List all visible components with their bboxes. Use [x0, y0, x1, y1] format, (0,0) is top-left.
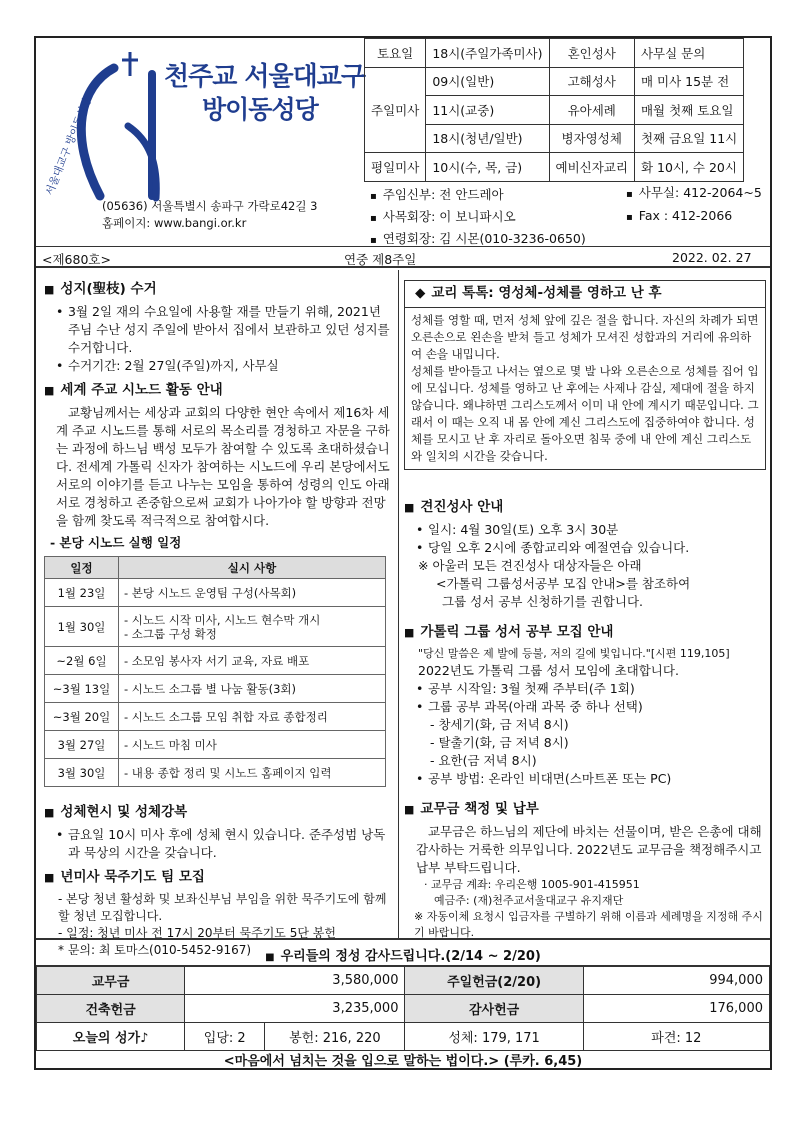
- list-item: • 그룹 공부 과목(아래 과목 중 하나 선택): [416, 698, 766, 716]
- tithe-paragraph: 교무금은 하느님의 제단에 바치는 선물이며, 받은 은총에 대해 감사하는 거룩한 의무입니다. 2022년도 교무금을 책정해주시고 납부 부탁드립니다.: [416, 824, 762, 875]
- sched-label: 주일미사: [365, 67, 426, 153]
- homepage-line: 홈페이지: www.bangi.or.kr: [102, 216, 247, 230]
- sched-label: 평일미사: [365, 153, 426, 182]
- confirm-note: <가톨릭 그룹성서공부 모집 안내>를 참조하여: [436, 576, 691, 591]
- table-row: [45, 731, 386, 759]
- right-column: [404, 274, 766, 941]
- staff-council: ▪ 사목회장: 이 보니파시오: [370, 207, 586, 229]
- table-cell: ~2월 6일: [45, 647, 119, 675]
- issue-number: <제680호>: [42, 252, 111, 267]
- tithe-account: · 교무금 계좌: 우리은행 1005-901-415951: [424, 878, 640, 891]
- logo-arc-text: 서울대교구 방이동성당: [43, 95, 95, 198]
- doctrine-paragraph: 성체를 받아들고 나서는 옆으로 몇 발 나와 오른손으로 성체를 집어 입에 모십니다. 성체를 영하고 난 후에는 사제나 감실, 제대에 절을 하지 않습니다. 왜냐하면 그리스도께서 이미 내 안에 계시기 때문입니다. 그래서 이 때는 오직 내 몸 안에 계신 그리스도에 집중하여야 합니다. 성체를 모시고 난 후 자리로 돌아오면 침묵 중에 내 안에 계신 그리스도와 일치의 시간을 갖습니다.: [411, 364, 759, 463]
- table-cell: 3월 27일: [45, 731, 119, 759]
- table-header: 일정: [45, 557, 119, 579]
- bible-list: [404, 680, 766, 716]
- offering-label: 감사헌금: [405, 995, 583, 1023]
- list-item: • 일시: 4월 30일(토) 오후 3시 30분: [416, 521, 766, 539]
- synod-subheading: - 본당 시노드 실행 일정: [50, 535, 182, 550]
- parish-address: [102, 198, 317, 232]
- list-item: • 3월 2일 재의 수요일에 사용할 재를 만들기 위해, 2021년 주님 수난 성지 주일에 받아서 집에서 보관하고 있던 성지를 수거합니다.: [56, 303, 394, 357]
- list-item: • 수거기간: 2월 27일(주일)까지, 사무실: [56, 357, 394, 375]
- sched-time: 사무실 문의: [634, 39, 743, 68]
- table-row: [45, 759, 386, 787]
- sched-label: 예비신자교리: [549, 153, 634, 182]
- synod-paragraph: 교황님께서는 세상과 교회의 다양한 현안 속에서 제16차 세계 주교 시노드를 통해 서로의 목소리를 경청하고 자문을 구하는 과정에 하느님 백성 모두가 참여할 수 있도록 초대하셨습니다. 전세계 가톨릭 신자가 참여하는 시노드에 우리 본당에서도 서로의 이야기를 듣고 나누는 모임을 통하여 성령의 인도 아래 서로 경청하고 존중함으로써 교회가 나아가야 할 방향과 전망을 함께 찾도록 적극적으로 참여합시다.: [56, 405, 390, 528]
- tithe-note: ※ 자동이체 요청시 입금자를 구별하기 위해 이름과 세례명을 지정해 주시기 바랍니다.: [414, 910, 763, 939]
- left-column: [44, 274, 394, 959]
- table-cell: ~3월 20일: [45, 703, 119, 731]
- issue-date: 2022. 02. 27: [672, 250, 752, 265]
- bible-subject: - 요한(금 저녁 8시): [430, 753, 537, 768]
- doctrine-heading: ◆ 교리 톡톡: 영성체-성체를 영하고 난 후: [405, 281, 765, 308]
- section-heading: ■ 견진성사 안내: [404, 498, 766, 517]
- bulletin-header: [36, 38, 770, 246]
- liturgical-week: 연중 제8주일: [344, 252, 417, 267]
- offering-value: 994,000: [583, 967, 769, 995]
- youth-item: * 문의: 최 토마스(010-5452-9167): [58, 943, 252, 957]
- sched-time: 10시(수, 목, 금): [426, 153, 549, 182]
- section-heading: ■ 가톨릭 그룹 성서 공부 모집 안내: [404, 623, 766, 642]
- parish-name: 방이동성당: [202, 95, 318, 124]
- office-fax: ▪ Fax : 412-2066: [626, 205, 762, 228]
- sched-label: 유아세례: [549, 96, 634, 125]
- sched-time: 매월 첫째 토요일: [634, 96, 743, 125]
- synod-table: [44, 556, 386, 787]
- thanks-heading: ■ 우리들의 정성 감사드립니다.(2/14 ~ 2/20): [36, 938, 770, 966]
- section-heading: ■ 교무금 책정 및 납부: [404, 800, 766, 819]
- sched-time: 화 10시, 수 20시: [634, 153, 743, 182]
- list-item: • 공부 시작일: 3월 첫째 주부터(주 1회): [416, 680, 766, 698]
- mass-schedule-table: [364, 38, 744, 182]
- office-phone: ▪ 사무실: 412-2064~5: [626, 182, 762, 205]
- staff-list: [370, 185, 586, 251]
- hymn-label: 오늘의 성가♪: [37, 1023, 185, 1051]
- table-row: [45, 607, 386, 647]
- table-cell: ~3월 13일: [45, 675, 119, 703]
- bible-quote: "당신 말씀은 제 발에 등불, 저의 길에 빛입니다."[시편 119,105]: [418, 647, 730, 660]
- table-cell: - 소모임 봉사자 서기 교육, 자료 배포: [119, 647, 386, 675]
- offering-label: 주일헌금(2/20): [405, 967, 583, 995]
- section-heading: ■ 년미사 묵주기도 팀 모집: [44, 868, 394, 887]
- sched-time: 18시(주일가족미사): [426, 39, 549, 68]
- confirmation-list: [404, 521, 766, 557]
- column-divider: [398, 270, 399, 938]
- tithe-holder: 예금주: (재)천주교서울대교구 유지재단: [434, 894, 624, 907]
- offering-label: 건축헌금: [37, 995, 185, 1023]
- hymn-communion: 성체: 179, 171: [405, 1023, 583, 1051]
- table-cell: 1월 23일: [45, 579, 119, 607]
- palm-list: [44, 303, 394, 375]
- hymn-offertory: 봉헌: 216, 220: [265, 1023, 405, 1051]
- list-item: • 금요일 10시 미사 후에 성체 현시 있습니다. 준주성범 낭독과 묵상의 시간을 갖습니다.: [56, 826, 394, 862]
- section-heading: ■ 세계 주교 시노드 활동 안내: [44, 381, 394, 400]
- offering-value: 176,000: [583, 995, 769, 1023]
- doctrine-box: [404, 280, 766, 470]
- youth-item: - 본당 청년 활성화 및 보좌신부님 부임을 위한 묵주기도에 함께할 청년 모집합니다.: [58, 892, 387, 923]
- table-cell: - 시노드 소그룹 모임 취합 자료 종합정리: [119, 703, 386, 731]
- sched-time: 18시(청년/일반): [426, 124, 549, 153]
- list-item: • 공부 방법: 온라인 비대면(스마트폰 또는 PC): [416, 770, 766, 788]
- sched-time: 첫째 금요일 11시: [634, 124, 743, 153]
- offering-value: 3,235,000: [185, 995, 405, 1023]
- parish-title: 천주교 서울대교구: [164, 62, 365, 92]
- staff-pastor: ▪ 주임신부: 전 안드레아: [370, 185, 586, 207]
- scripture-quote: <마음에서 넘치는 것을 입으로 말하는 법이다.> (루카. 6,45): [223, 1054, 583, 1069]
- section-heading: ■ 성지(聖枝) 수거: [44, 280, 394, 299]
- table-row: [45, 703, 386, 731]
- table-cell: - 시노드 마침 미사: [119, 731, 386, 759]
- youth-item: - 일정: 청년 미사 전 17시 20부터 묵주기도 5단 봉헌: [58, 926, 336, 940]
- bulletin-sheet: [34, 36, 772, 1070]
- staff-union: ▪ 연령회장: 김 시몬(010-3236-0650): [370, 229, 586, 251]
- table-cell: - 시노드 시작 미사, 시노드 현수막 개시 - 소그룹 구성 확정: [119, 607, 386, 647]
- bible-list: [404, 770, 766, 788]
- hymn-recessional: 파견: 12: [583, 1023, 769, 1051]
- table-cell: 1월 30일: [45, 607, 119, 647]
- address-line: (05636) 서울특별시 송파구 가락로42길 3: [102, 199, 318, 213]
- sched-label: 병자영성체: [549, 124, 634, 153]
- sched-label: 토요일: [365, 39, 426, 68]
- confirm-note: ※ 아울러 모든 견진성사 대상자들은 아래: [418, 558, 642, 573]
- offering-value: 3,580,000: [185, 967, 405, 995]
- sched-label: 혼인성사: [549, 39, 634, 68]
- table-row: [45, 579, 386, 607]
- table-cell: 3월 30일: [45, 759, 119, 787]
- confirm-note: 그룹 성서 공부 신청하기를 권합니다.: [442, 594, 643, 609]
- sched-label: 고해성사: [549, 67, 634, 96]
- table-cell: - 시노드 소그룹 별 나눔 활동(3회): [119, 675, 386, 703]
- table-cell: - 본당 시노드 운영팀 구성(사목회): [119, 579, 386, 607]
- office-contacts: [626, 182, 762, 228]
- table-row: [45, 675, 386, 703]
- table-header: 실시 사항: [119, 557, 386, 579]
- adoration-list: [44, 826, 394, 862]
- list-item: • 당일 오후 2시에 종합교리와 예절연습 있습니다.: [416, 539, 766, 557]
- offering-table: [36, 966, 770, 1051]
- hymn-entrance: 입당: 2: [185, 1023, 265, 1051]
- table-cell: - 내용 종합 정리 및 시노드 홈페이지 입력: [119, 759, 386, 787]
- doctrine-paragraph: 성체를 영할 때, 먼저 성체 앞에 깊은 절을 합니다. 자신의 차례가 되면 오른손으로 왼손을 받쳐 들고 성체가 모셔진 성합과의 거리에 유의하여 손을 내밉니다.: [411, 313, 759, 361]
- table-row: [45, 647, 386, 675]
- section-heading: ■ 성체현시 및 성체강복: [44, 803, 394, 822]
- issue-bar: [36, 246, 770, 268]
- bible-subject: - 창세기(화, 금 저녁 8시): [430, 717, 569, 732]
- bible-intro: 2022년도 가톨릭 그룹 성서 모임에 초대합니다.: [418, 663, 679, 678]
- offering-label: 교무금: [37, 967, 185, 995]
- sched-time: 09시(일반): [426, 67, 549, 96]
- sched-time: 매 미사 15분 전: [634, 67, 743, 96]
- bible-subject: - 탈출기(화, 금 저녁 8시): [430, 735, 569, 750]
- sched-time: 11시(교중): [426, 96, 549, 125]
